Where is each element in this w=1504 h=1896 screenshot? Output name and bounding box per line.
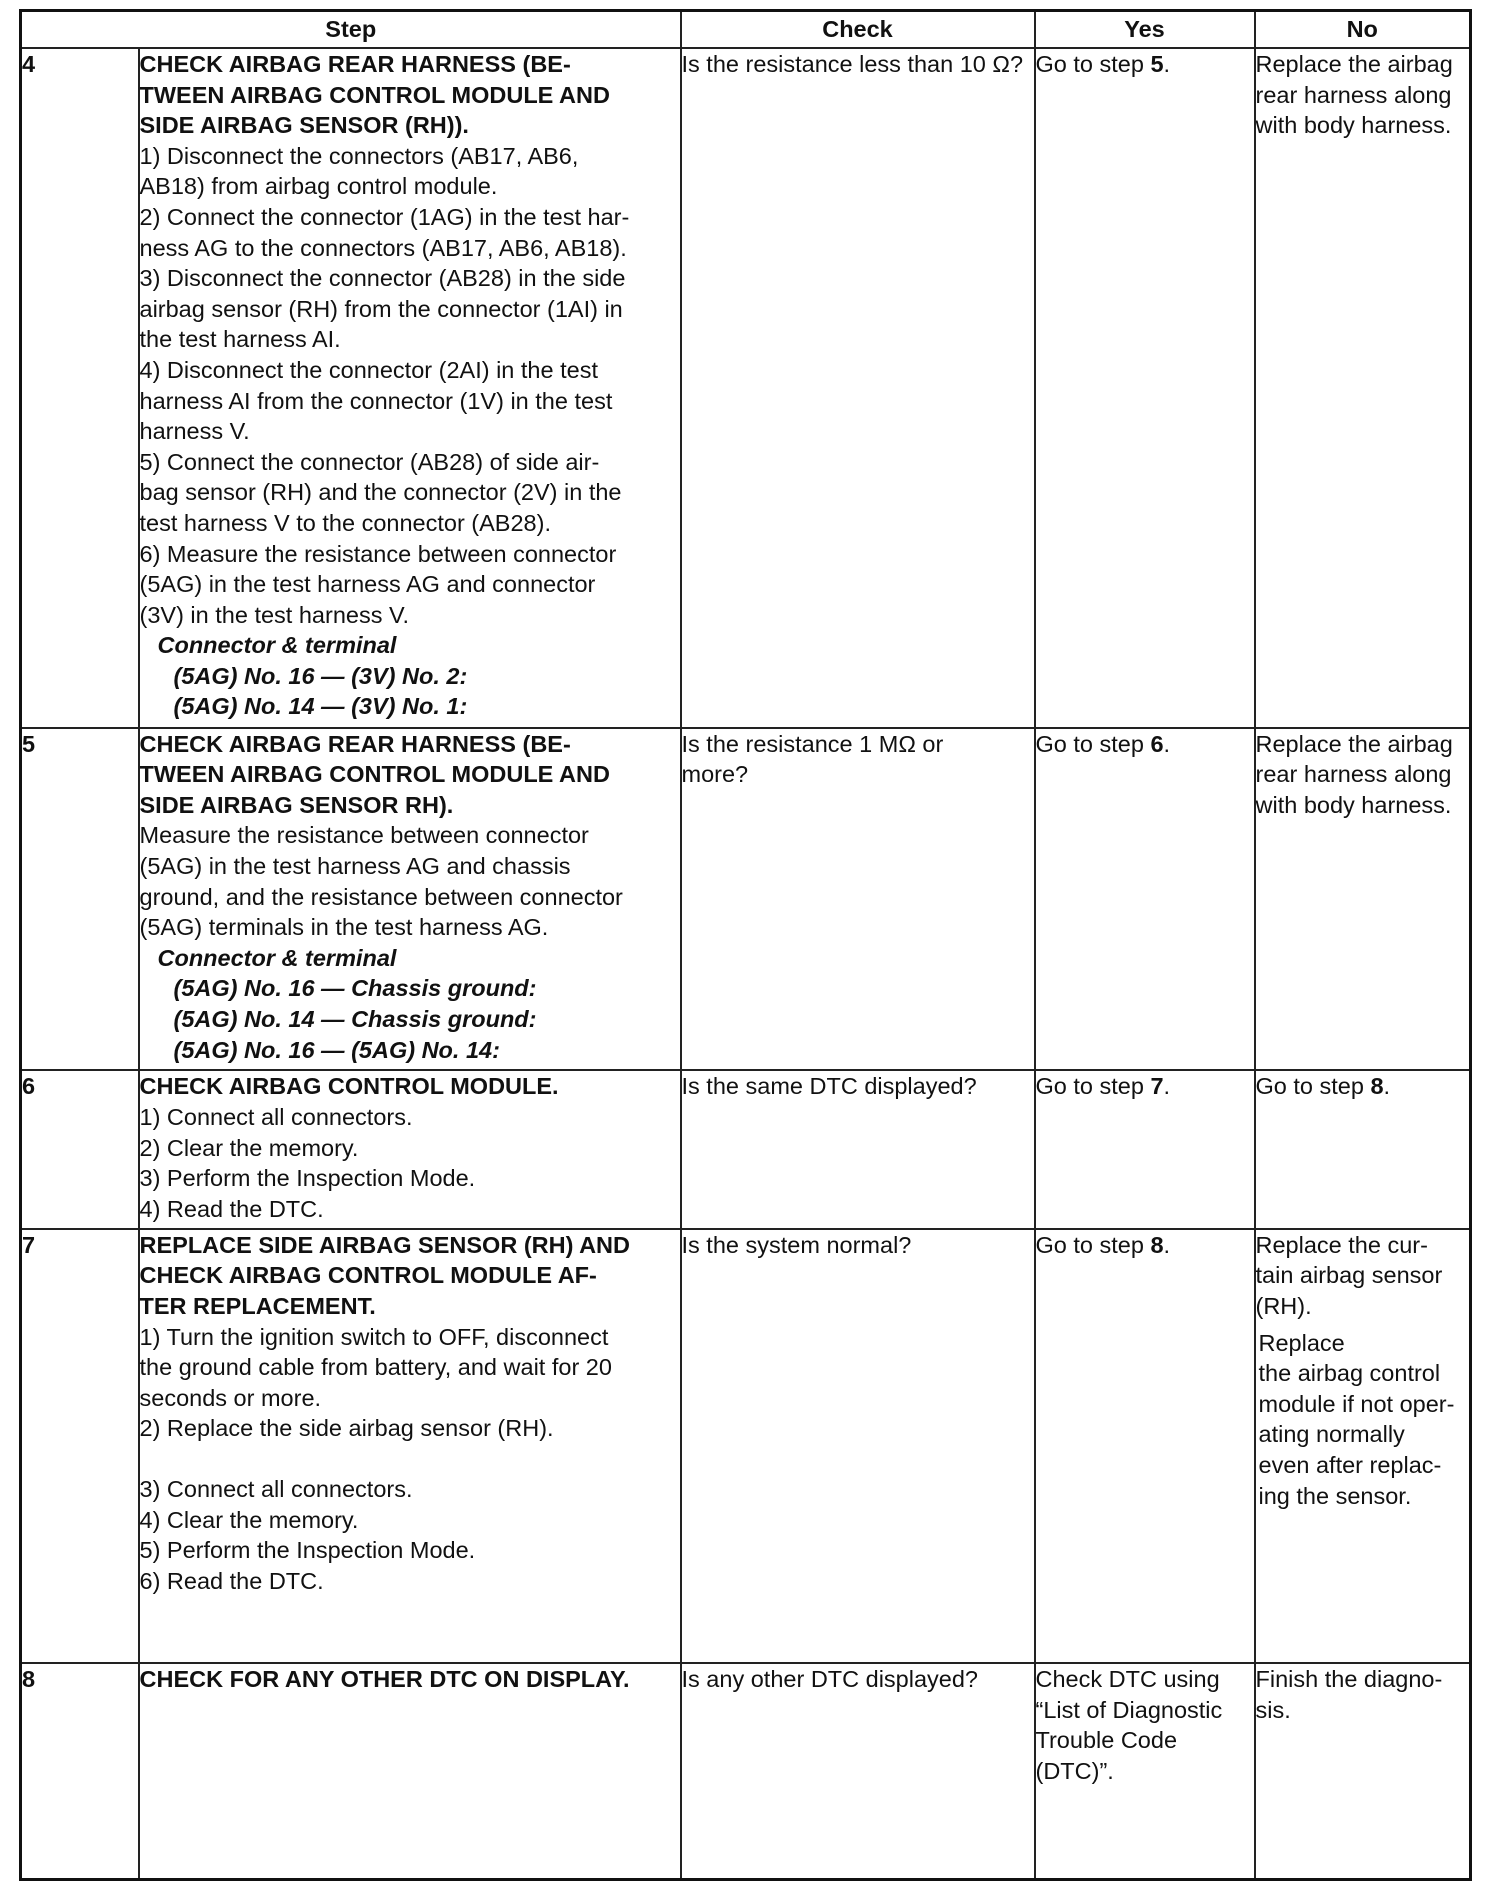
step-body-line: 2) Clear the memory. [139,1134,359,1161]
yes-prefix: Go to step [1035,1231,1151,1258]
step-number: 7 [21,1229,139,1663]
yes-action [1035,1229,1255,1663]
step-body-line: 3) Disconnect the connector (AB28) in the side [139,265,626,292]
no-text-line: with body harness. [1255,112,1452,139]
step-body-line: harness AI from the connector (1V) in the test [139,387,613,414]
step-body-line: 1) Turn the ignition switch to OFF, disconnect [139,1323,609,1350]
step-title-line: TER REPLACEMENT. [139,1293,376,1320]
step-body-line: (3V) in the test harness V. [139,601,410,628]
step-title-line: CHECK FOR ANY OTHER DTC ON DISPLAY. [139,1665,630,1692]
yes-text-line: Check DTC using [1035,1665,1220,1692]
step-title-line: TWEEN AIRBAG CONTROL MODULE AND [139,81,610,108]
yes-text [1036,729,1254,760]
check-question [681,728,1035,1071]
yes-prefix: Go to step [1035,1073,1151,1100]
yes-action [1035,728,1255,1071]
no-extra-line: ing the sensor. [1258,1482,1412,1509]
yes-text-line: (DTC)”. [1035,1757,1114,1784]
spacer [140,1444,680,1474]
no-action [1255,728,1471,1071]
table-row [21,48,1471,728]
no-text [1256,1071,1470,1102]
yes-text [1036,1071,1254,1102]
step-title-line: SIDE AIRBAG SENSOR (RH)). [139,112,469,139]
no-action [1255,48,1471,728]
no-extra-line: the airbag control [1258,1360,1441,1387]
no-action [1255,1663,1471,1880]
no-extra-line: ating normally [1258,1421,1405,1448]
step-number: 8 [21,1663,139,1880]
no-suffix: . [1383,1073,1391,1100]
no-text-line: tain airbag sensor [1255,1262,1443,1289]
no-prefix: Go to step [1255,1073,1371,1100]
step-body-line: harness V. [139,418,250,445]
step-title-line: CHECK AIRBAG CONTROL MODULE AF- [139,1262,597,1289]
terminal-spec: (5AG) No. 14 — (3V) No. 1: [173,693,468,720]
step-body-line: 1) Disconnect the connectors (AB17, AB6, [139,142,579,169]
step-description [139,1070,681,1228]
check-question [681,1663,1035,1880]
table-row [21,1663,1471,1880]
step-body-line: the ground cable from battery, and wait for 20 [139,1354,612,1381]
yes-step-ref: 5 [1150,51,1164,77]
step-body-line: 4) Clear the memory. [139,1506,359,1533]
table-row [21,1070,1471,1228]
step-description [139,728,681,1071]
step-description [139,1663,681,1880]
yes-step-ref: 7 [1150,1073,1164,1100]
check-text: Is the resistance 1 MΩ or [681,730,944,757]
check-text: Is the same DTC displayed? [681,1073,977,1100]
no-action [1255,1070,1471,1228]
header-no: No [1255,11,1471,49]
yes-text [1036,49,1254,80]
terminal-spec: (5AG) No. 16 — (5AG) No. 14: [173,1036,500,1063]
no-step-ref: 8 [1370,1073,1384,1100]
step-number: 5 [21,728,139,1071]
terminal-spec: (5AG) No. 16 — (3V) No. 2: [173,662,468,689]
no-text-line: Replace the airbag [1255,730,1453,757]
header-yes: Yes [1035,11,1255,49]
step-body-line: AB18) from airbag control module. [139,173,498,200]
step-body-line: Measure the resistance between connector [139,822,589,849]
header-check: Check [681,11,1035,49]
yes-suffix: . [1163,51,1171,77]
step-body-line: bag sensor (RH) and the connector (2V) in the [139,479,622,506]
yes-step-ref: 6 [1150,730,1164,757]
step-description [139,1229,681,1663]
table-row [21,1229,1471,1663]
step-body-line: 4) Read the DTC. [139,1195,324,1222]
no-text-line: sis. [1255,1696,1291,1723]
step-number: 6 [21,1070,139,1228]
check-question [681,1229,1035,1663]
header-step: Step [21,11,681,49]
no-text-line: with body harness. [1255,791,1452,818]
yes-suffix: . [1163,1073,1171,1100]
step-title-line: REPLACE SIDE AIRBAG SENSOR (RH) AND [139,1231,630,1258]
step-body-line: seconds or more. [139,1384,322,1411]
step-body-line: (5AG) in the test harness AG and chassis [139,853,571,880]
step-body-line: (5AG) terminals in the test harness AG. [139,914,549,941]
yes-action [1035,1070,1255,1228]
yes-text-line: “List of Diagnostic [1035,1696,1223,1723]
step-body-line: airbag sensor (RH) from the connector (1AI) in [139,295,623,322]
yes-text [1036,1230,1254,1261]
terminal-spec: (5AG) No. 14 — Chassis ground: [173,1006,537,1032]
step-body-line: 4) Disconnect the connector (2AI) in the test [139,356,598,383]
no-text-line: Finish the diagno- [1255,1665,1443,1692]
no-text-line: Replace the airbag [1255,51,1453,77]
step-body-line: 5) Perform the Inspection Mode. [139,1537,476,1564]
no-action [1255,1229,1471,1663]
check-question [681,48,1035,728]
no-extra-line: Replace [1258,1329,1345,1356]
no-text-line: (RH). [1255,1293,1312,1320]
yes-text-line: Trouble Code [1035,1727,1178,1754]
diagnostic-table [19,9,1472,1881]
step-title-line: TWEEN AIRBAG CONTROL MODULE AND [139,761,610,788]
yes-suffix: . [1163,730,1171,757]
no-text-line: rear harness along [1255,761,1452,788]
step-title-line: SIDE AIRBAG SENSOR RH). [139,791,454,818]
check-text: Is the resistance less than 10 Ω? [681,51,1024,77]
check-text: Is the system normal? [681,1231,912,1258]
step-title-line: CHECK AIRBAG CONTROL MODULE. [139,1073,559,1100]
table-row [21,728,1471,1071]
connector-terminal-heading: Connector & terminal [157,632,397,659]
step-description [139,48,681,728]
yes-suffix: . [1163,1231,1171,1258]
yes-action [1035,48,1255,728]
no-text-line: rear harness along [1255,81,1452,108]
check-text: more? [681,761,749,788]
yes-prefix: Go to step [1035,730,1151,757]
step-body-line: 2) Connect the connector (1AG) in the test har- [139,203,630,230]
no-extra-line: module if not oper- [1258,1390,1455,1417]
step-body-line: 3) Perform the Inspection Mode. [139,1165,476,1192]
step-body-line: test harness V to the connector (AB28). [139,509,551,536]
step-body-line: 6) Read the DTC. [139,1567,324,1594]
step-body-line: ground, and the resistance between connector [139,883,623,910]
check-text: Is any other DTC displayed? [681,1665,979,1692]
no-text-line: Replace the cur- [1255,1231,1428,1258]
step-body-line: ness AG to the connectors (AB17, AB6, AB18). [139,234,627,261]
no-extra-note [1256,1328,1470,1512]
step-body-line: 3) Connect all connectors. [139,1476,413,1503]
check-question [681,1070,1035,1228]
header-row [21,11,1471,49]
connector-terminal-heading: Connector & terminal [157,944,397,971]
step-body-line: 2) Replace the side airbag sensor (RH). [139,1415,554,1442]
step-body-line: 1) Connect all connectors. [139,1104,413,1131]
step-title-line: CHECK AIRBAG REAR HARNESS (BE- [139,51,571,77]
step-title-line: CHECK AIRBAG REAR HARNESS (BE- [139,730,571,757]
step-body-line: 6) Measure the resistance between connector [139,540,617,567]
yes-prefix: Go to step [1035,51,1151,77]
step-body-line: (5AG) in the test harness AG and connector [139,571,596,598]
yes-action [1035,1663,1255,1880]
yes-step-ref: 8 [1150,1231,1164,1258]
step-body-line: the test harness AI. [139,326,341,353]
step-body-line: 5) Connect the connector (AB28) of side air- [139,448,600,475]
no-extra-line: even after replac- [1258,1452,1442,1479]
step-number: 4 [21,48,139,728]
terminal-spec: (5AG) No. 16 — Chassis ground: [173,975,537,1002]
